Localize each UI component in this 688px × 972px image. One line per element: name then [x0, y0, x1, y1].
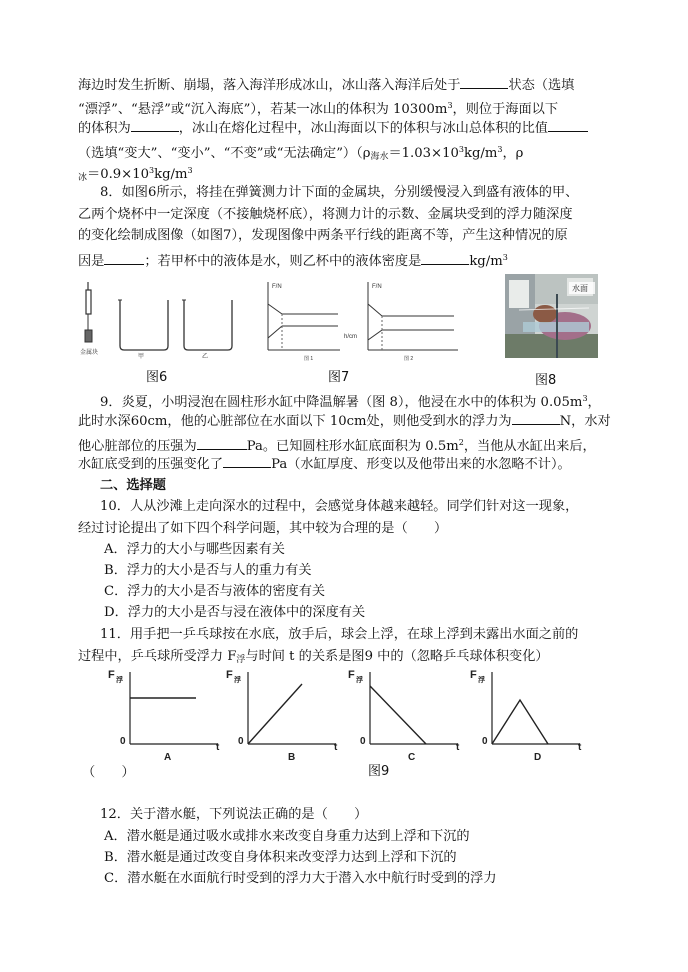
fig6-label-a: 甲 — [138, 354, 145, 360]
graph-d-label: D — [534, 752, 542, 763]
graph-origin: 0 — [238, 736, 244, 747]
q8-line-4: 因是 ；若甲杯中的液体是水，则乙杯中的液体密度是 $kg/m^3$ — [78, 253, 508, 269]
graph-origin: 0 — [482, 736, 488, 747]
answer-blank[interactable] — [104, 252, 144, 265]
graph-f-sub: 浮 — [234, 677, 241, 684]
q7-line-5: $_冰=0.9\times 10^3kg/m^3$ — [78, 166, 193, 183]
q12-option-c[interactable]: C．潜水艇在水面航行时受到的浮力大于潜入水中航行时受到的浮力 — [104, 871, 497, 886]
q9-line-2: 此时水深60cm，他的心脏部位在水面以下 10cm处，则他受到水的浮力为 N，水对 — [78, 414, 611, 429]
q8-line-3: 的变化绘制成图像（如图7），发现图像中两条平行线的距离不等，产生这种情况的原 — [78, 228, 568, 243]
q12-line-1: 12．关于潜水艇，下列说法正确的是（ ） — [100, 807, 368, 822]
figure-6-drawing — [78, 278, 246, 360]
graph-a-label: A — [164, 752, 172, 763]
q10-option-d[interactable]: D．浮力的大小是否与浸在液体中的深度有关 — [104, 605, 366, 620]
graph-f-label: F — [226, 669, 233, 681]
graph-origin: 0 — [360, 736, 366, 747]
graph-b[interactable] — [226, 669, 338, 763]
figure-8-photo — [505, 274, 598, 358]
q9-line-4: 水缸底受到的压强变化了 Pa（水缸厚度、形变以及他带出来的水忽略不计）。 — [78, 457, 571, 472]
graph-f-sub: 浮 — [356, 677, 363, 684]
graph-t-label: t — [216, 742, 220, 753]
q8-line-2: 乙两个烧杯中一定深度（不接触烧杯底），将测力计的示数、金属块受到的浮力随深度 — [78, 207, 573, 222]
figure-6-caption: 图6 — [146, 370, 168, 385]
q7-line-4: （选填“变大”、“变小”、“不变”或“无法确定$”)(\rho_{海水}=1.03\times 10^3kg/m^3$，ρ — [78, 145, 524, 162]
q11-line-2: 过程中，乒乓球所受浮力 $F_浮$与时间 t 的关系是图9 中的（忽略乒乓球体积变化） — [78, 649, 549, 665]
q12-option-a[interactable]: A．潜水艇是通过吸水或排水来改变自身重力达到上浮和下沉的 — [104, 829, 470, 844]
fig7-graph-1-label: 图 1 — [304, 356, 314, 362]
graph-d[interactable] — [470, 669, 582, 763]
q11-line-1: 11．用手把一乒乓球按在水底，放手后，球会上浮，在球上浮到未露出水面之前的 — [100, 627, 579, 642]
q10-line-1: 10．人从沙滩上走向深水的过程中，会感觉身体越来越轻。同学们针对这一现象， — [100, 499, 579, 514]
graph-c[interactable] — [348, 669, 460, 763]
graph-b-label: B — [288, 752, 296, 763]
answer-blank[interactable] — [460, 76, 508, 89]
figure-9-caption: 图9 — [368, 764, 390, 779]
answer-blank[interactable] — [512, 412, 560, 425]
graph-f-sub: 浮 — [116, 677, 123, 684]
fig7-graph-2-label: 图 2 — [404, 356, 414, 362]
graph-origin: 0 — [120, 736, 126, 747]
graph-f-label: F — [348, 669, 355, 681]
fig8-water-label: 水面 — [572, 284, 588, 293]
graph-t-label: t — [578, 742, 582, 753]
figure-7-graphs — [258, 274, 498, 364]
section-heading: 二、选择题 — [100, 478, 166, 493]
graph-f-label: F — [108, 669, 115, 681]
q7-line-3: 的体积为 ，冰山在熔化过程中，冰山海面以下的体积与冰山总体积的比值 — [78, 119, 588, 138]
q10-option-b[interactable]: B．浮力的大小是否与人的重力有关 — [104, 563, 312, 578]
q9-line-1: 9．炎夏，小明浸泡在圆柱形水缸中降温解暑（图 8），他浸在水中的体积为 $0.05m^3$， — [100, 394, 601, 410]
q8-line-1: 8．如图6所示，将挂在弹簧测力计下面的金属块，分别缓慢浸入到盛有液体的甲、 — [100, 185, 579, 200]
graph-f-label: F — [470, 669, 477, 681]
q7-line-2: “漂浮”、“悬浮”或“沉入海底”），若某一冰山的体积为 $10300m^3$，则位于海面以下 — [78, 101, 559, 117]
answer-blank[interactable] — [421, 252, 469, 265]
graph-a[interactable] — [108, 669, 220, 763]
graph-t-label: t — [334, 742, 338, 753]
fig6-label-b: 乙 — [202, 354, 209, 360]
q11-answer-bracket[interactable]: （ ） — [82, 765, 135, 780]
answer-blank[interactable] — [548, 119, 588, 132]
answer-blank[interactable] — [197, 437, 247, 450]
figure-8-caption: 图8 — [535, 373, 557, 388]
figure-9-graphs — [100, 664, 600, 764]
graph-f-sub: 浮 — [478, 677, 485, 684]
fig7-h-label: h/cm — [344, 334, 358, 340]
figure-7-caption: 图7 — [328, 370, 350, 385]
q10-option-c[interactable]: C．浮力的大小是否与液体的密度有关 — [104, 584, 326, 599]
q9-line-3: 他心脏部位的压强为 Pa。已知圆柱形水缸底面积为 $0.5m^2$，当他从水缸出来后， — [78, 438, 596, 454]
q12-option-b[interactable]: B．潜水艇是通过改变自身体积来改变浮力达到上浮和下沉的 — [104, 850, 457, 865]
answer-blank[interactable] — [223, 455, 271, 468]
q10-option-a[interactable]: A．浮力的大小与哪些因素有关 — [104, 542, 285, 557]
fig7-f-label: F/N — [372, 284, 382, 290]
answer-blank[interactable] — [131, 119, 179, 132]
q7-line-1: 海边时发生折断、崩塌，落入海洋形成冰山，冰山落入海洋后处于 状态（选填 — [78, 78, 575, 93]
graph-t-label: t — [456, 742, 460, 753]
fig7-f-label: F/N — [272, 284, 282, 290]
graph-c-label: C — [408, 752, 416, 763]
q10-line-2: 经过讨论提出了如下四个科学问题，其中较为合理的是（ ） — [78, 521, 448, 536]
fig6-label-block: 金属块 — [80, 350, 99, 356]
